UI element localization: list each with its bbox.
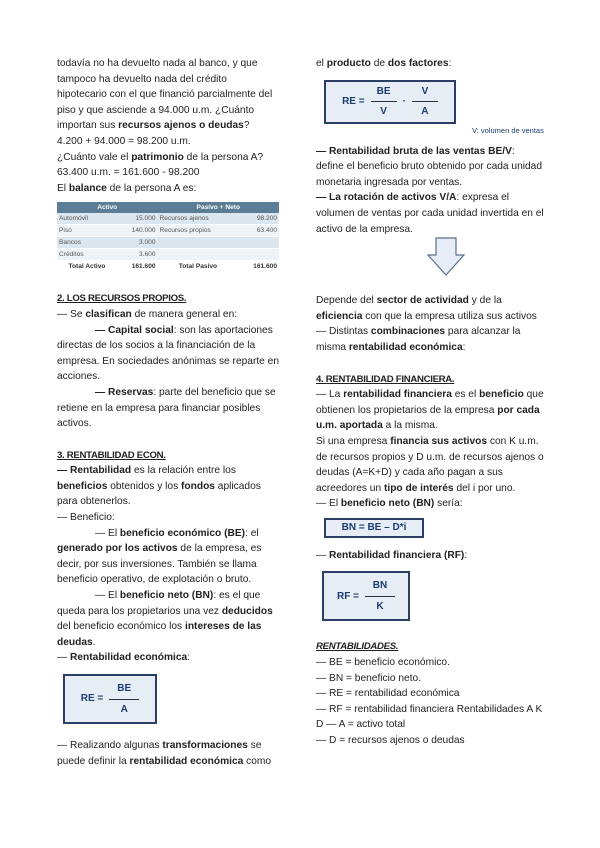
rotacion-activos: — La rotación de activos V/A: expresa el volumen de ventas por cada unidad invertida en el activo de la empresa.	[316, 192, 544, 235]
table-header-pasivo: Pasivo + Neto	[158, 202, 279, 213]
beneficio-neto-label: — El beneficio neto (BN) sería:	[316, 498, 463, 510]
producto-intro: el producto de dos factores:	[316, 58, 452, 69]
section-3-title: 3. RENTABILIDAD ECON.	[57, 449, 166, 461]
volume-note: V: volumen de ventas	[472, 125, 544, 135]
summary-item: — D = recursos ajenos o deudas	[316, 735, 465, 747]
financia-activos: Si una empresa financia sus activos con K u.m. de recursos propios y D u.m. de recursos ajenos o deudas (A=K+D) y cada año pagan a sus acreedores un tipo de interés del i por uno.	[316, 435, 544, 494]
formula-re-box: RE = $\frac{BE}{A}$	[63, 674, 157, 724]
formula-bn-box: BN = BE – D*i	[324, 518, 424, 538]
table-total-row: Total Activo 161.600 Total Pasivo 161.600	[57, 261, 279, 273]
beneficio-label: — Beneficio:	[57, 512, 115, 524]
balance-table	[57, 202, 279, 273]
table-row: Piso 140.000 Recursos propios 63.400	[57, 225, 279, 237]
rentabilidades-title: RENTABILIDADES.	[316, 641, 399, 653]
rentabilidad-def: — Rentabilidad es la relación entre los beneficios obtenidos y los fondos aplicados para obtenerlos.	[57, 465, 261, 508]
table-row: Créditos 3.600	[57, 249, 279, 261]
intro-paragraph: todavía no ha devuelto nada al banco, y que tampoco ha devuelto nada del crédito hipotecario con el que financió parcialmente del piso y que asciende a 94.000 u.m. ¿Cuánto importan sus recursos ajenos o deudas?	[57, 58, 273, 132]
beneficio-neto: — El beneficio neto (BN): es el que queda para los propietarios una vez deducidos del beneficio económico los intereses de las deudas.	[57, 590, 273, 648]
combinaciones: — Distintas combinaciones para alcanzar la misma rentabilidad económica:	[316, 326, 521, 353]
rentabilidad-bruta: — Rentabilidad bruta de las ventas BE/V: define el beneficio bruto obtenido por cada unidad monetaria ingresada por ventas.	[316, 145, 542, 188]
reservas: — Reservas: parte del beneficio que se retiene en la empresa para financiar posibles activos.	[57, 386, 276, 430]
question-patrimonio: ¿Cuánto vale el patrimonio de la persona A?	[57, 151, 264, 163]
balance-intro: El balance de la persona A es:	[57, 182, 197, 194]
summary-item: — BE = beneficio económico.	[316, 657, 450, 669]
table-header-activo: Activo	[57, 202, 158, 213]
table-row: Automóvil 15.000 Recursos ajenos 98.200	[57, 213, 279, 225]
calc-patrimonio: 63.400 u.m. = 161.600 - 98.200	[57, 167, 200, 179]
calc-debts: 4.200 + 94.000 = 98.200 u.m.	[57, 135, 191, 147]
summary-item: — RF = rentabilidad financiera Rentabilidades A K D — A = activo total	[316, 703, 543, 731]
section-2-title: 2. LOS RECURSOS PROPIOS.	[57, 293, 187, 305]
formula-product-box: RE = $\frac{BE}{V}$ · $\frac{V}{A}$	[324, 80, 456, 124]
summary-item: — RE = rentabilidad económica	[316, 688, 460, 700]
rentabilidad-economica-label: — Rentabilidad económica:	[57, 652, 191, 664]
left-column	[57, 56, 279, 769]
arrow-area	[316, 237, 544, 279]
table-row: Bancos 3.000	[57, 237, 279, 249]
right-column	[316, 56, 544, 749]
formula-rf-box: RF = $\frac{BN}{K}$	[322, 571, 410, 621]
down-arrow-icon	[426, 237, 466, 277]
transformaciones: — Realizando algunas transformaciones se puede definir la rentabilidad económica como	[57, 740, 272, 767]
rentabilidad-financiera-label: — Rentabilidad financiera (RF):	[316, 549, 468, 561]
rentabilidad-financiera-def: — La rentabilidad financiera es el beneficio que obtienen los propietarios de la empresa por cada u.m. aportada a la misma.	[316, 389, 544, 432]
beneficio-economico: — El beneficio económico (BE): el generado por los activos de la empresa, es decir, por sus inversiones. También se llama beneficio operativo, de explotación o bruto.	[57, 527, 262, 586]
capital-social: — Capital social: son las aportaciones directas de los socios a la financiación de la empresa. En sociedades anónimas se reparte en acciones.	[57, 324, 279, 383]
depende: Depende del sector de actividad y de la eficiencia con que la empresa utiliza sus activos	[316, 295, 537, 322]
formula-product-area	[316, 72, 544, 135]
summary-item: — BN = beneficio neto.	[316, 672, 422, 684]
section-4-title: 4. RENTABILIDAD FINANCIERA.	[316, 373, 455, 385]
sec2-intro: — Se clasifican de manera general en:	[57, 308, 238, 320]
